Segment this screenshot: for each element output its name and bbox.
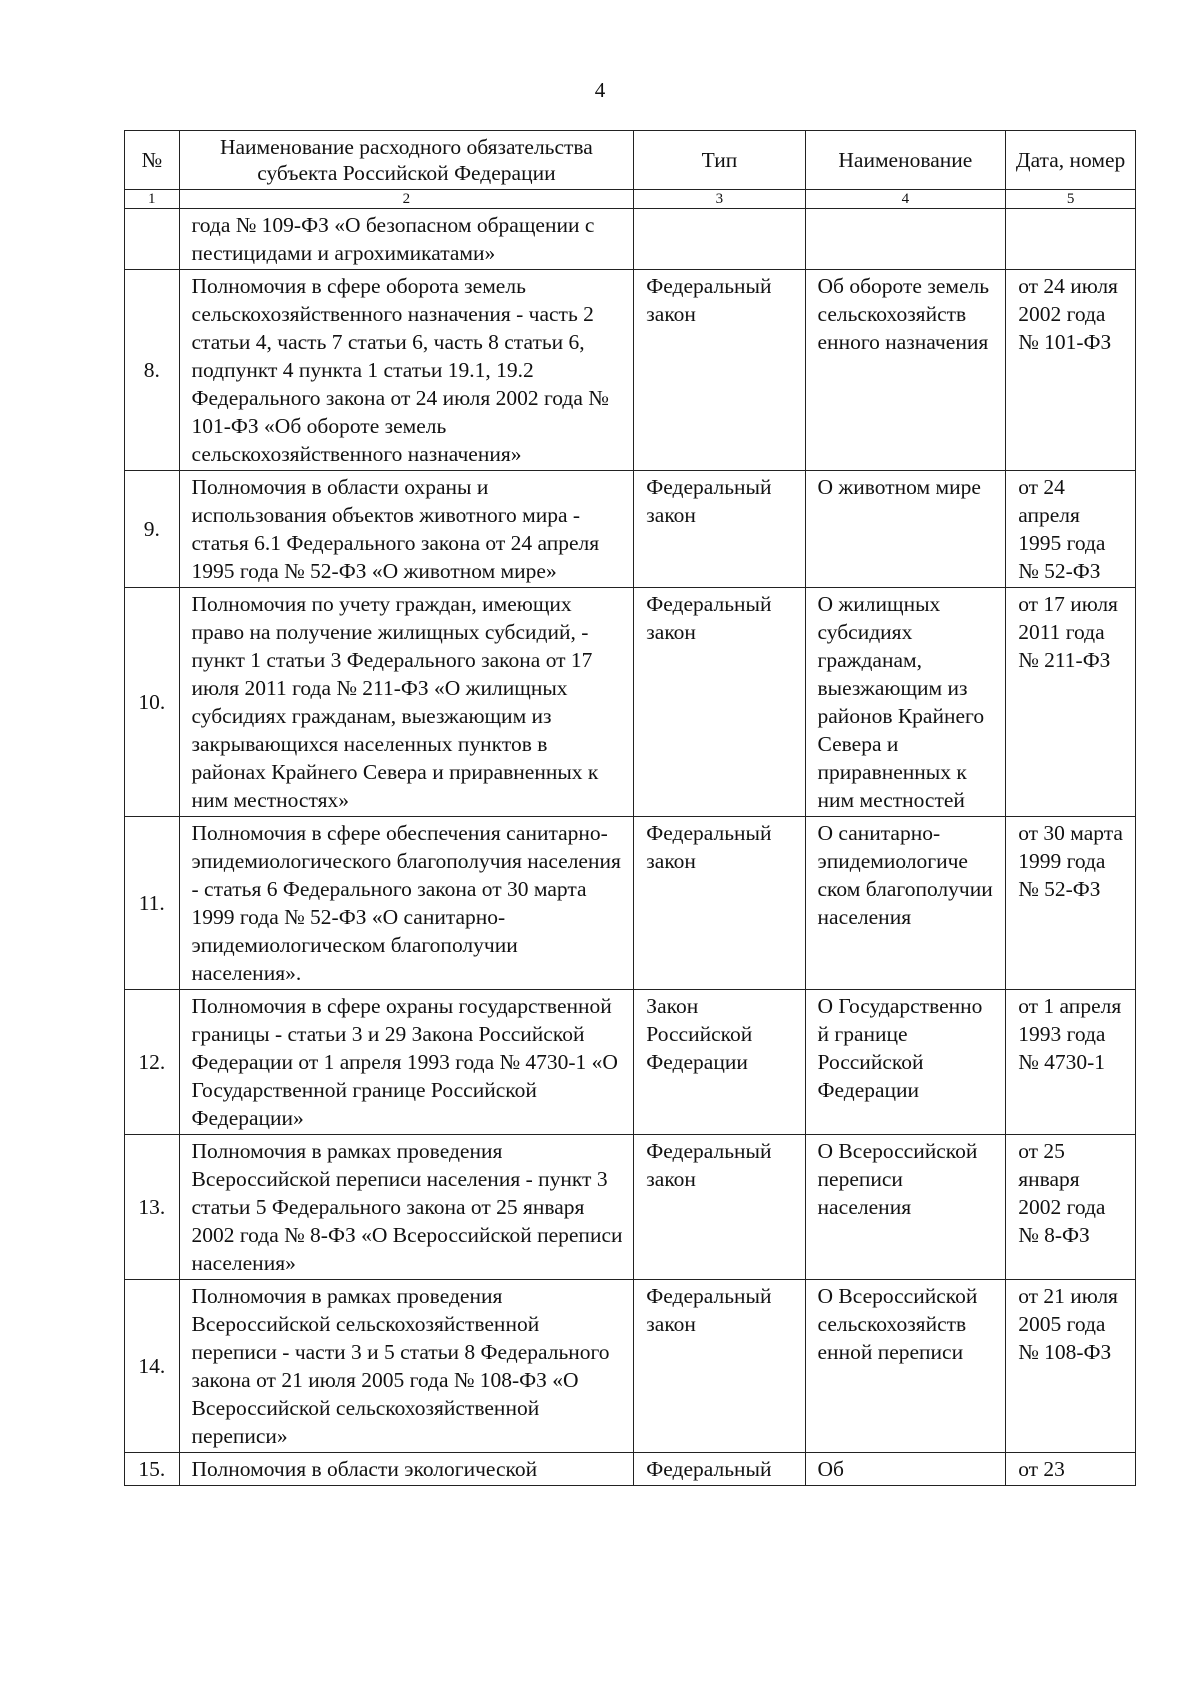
date-cell: от 17 июля 2011 года № 211-ФЗ bbox=[1006, 588, 1136, 817]
type-cell: Федеральный закон bbox=[634, 817, 805, 990]
name-cell bbox=[805, 209, 1006, 270]
type-cell: Федеральный закон bbox=[634, 1135, 805, 1280]
type-cell: Федеральный bbox=[634, 1453, 805, 1486]
name-cell: Об обороте земель сельскохозяйств енного назначения bbox=[805, 270, 1006, 471]
name-cell: Об bbox=[805, 1453, 1006, 1486]
row-number: 12. bbox=[125, 990, 180, 1135]
column-number: 3 bbox=[634, 190, 805, 209]
row-number: 13. bbox=[125, 1135, 180, 1280]
obligation-cell: Полномочия в области охраны и использования объектов животного мира - статья 6.1 Федерального закона от 24 апреля 1995 года № 52-ФЗ «О животном мире» bbox=[179, 471, 634, 588]
table-row bbox=[125, 588, 1136, 817]
obligation-cell: года № 109-ФЗ «О безопасном обращении с пестицидами и агрохимикатами» bbox=[179, 209, 634, 270]
row-number: 11. bbox=[125, 817, 180, 990]
table-row bbox=[125, 471, 1136, 588]
type-cell: Федеральный закон bbox=[634, 588, 805, 817]
table-row bbox=[125, 270, 1136, 471]
row-number: 8. bbox=[125, 270, 180, 471]
obligation-cell: Полномочия в области экологической bbox=[179, 1453, 634, 1486]
type-cell: Закон Российской Федерации bbox=[634, 990, 805, 1135]
header-obligation: Наименование расходного обязательства субъекта Российской Федерации bbox=[179, 131, 634, 190]
table-row bbox=[125, 990, 1136, 1135]
obligation-cell: Полномочия в рамках проведения Всероссийской сельскохозяйственной переписи - части 3 и 5 статьи 8 Федерального закона от 21 июля 2005 года № 108-ФЗ «О Всероссийской сельскохозяйственной переписи» bbox=[179, 1280, 634, 1453]
table-row bbox=[125, 1135, 1136, 1280]
column-number: 1 bbox=[125, 190, 180, 209]
name-cell: О Всероссийской сельскохозяйств енной переписи bbox=[805, 1280, 1006, 1453]
obligations-table bbox=[124, 130, 1136, 1486]
table-row bbox=[125, 1453, 1136, 1486]
page-number: 4 bbox=[594, 78, 606, 102]
date-cell bbox=[1006, 209, 1136, 270]
table-row bbox=[125, 1280, 1136, 1453]
table-row bbox=[125, 209, 1136, 270]
obligation-cell: Полномочия в сфере оборота земель сельскохозяйственного назначения - часть 2 статьи 4, часть 7 статьи 6, часть 8 статьи 6, подпункт 4 пункта 1 статьи 19.1, 19.2 Федерального закона от 24 июля 2002 года № 101-ФЗ «Об обороте земель сельскохозяйственного назначения» bbox=[179, 270, 634, 471]
date-cell: от 23 bbox=[1006, 1453, 1136, 1486]
date-cell: от 1 апреля 1993 года № 4730-1 bbox=[1006, 990, 1136, 1135]
type-cell: Федеральный закон bbox=[634, 471, 805, 588]
table-header bbox=[125, 131, 1136, 209]
obligation-cell: Полномочия в рамках проведения Всероссийской переписи населения - пункт 3 статьи 5 Федерального закона от 25 января 2002 года № 8-ФЗ «О Всероссийской переписи населения» bbox=[179, 1135, 634, 1280]
name-cell: О жилищных субсидиях гражданам, выезжающим из районов Крайнего Севера и приравненных к ним местностей bbox=[805, 588, 1006, 817]
obligation-cell: Полномочия в сфере обеспечения санитарно-эпидемиологического благополучия населения - статья 6 Федерального закона от 30 марта 1999 года № 52-ФЗ «О санитарно-эпидемиологическом благополучии населения». bbox=[179, 817, 634, 990]
name-cell: О Государственно й границе Российской Федерации bbox=[805, 990, 1006, 1135]
type-cell: Федеральный закон bbox=[634, 1280, 805, 1453]
column-number: 2 bbox=[179, 190, 634, 209]
row-number: 15. bbox=[125, 1453, 180, 1486]
header-type: Тип bbox=[634, 131, 805, 190]
row-number bbox=[125, 209, 180, 270]
type-cell: Федеральный закон bbox=[634, 270, 805, 471]
date-cell: от 25 января 2002 года № 8-ФЗ bbox=[1006, 1135, 1136, 1280]
obligation-cell: Полномочия в сфере охраны государственной границы - статьи 3 и 29 Закона Российской Федерации от 1 апреля 1993 года № 4730-1 «О Государственной границе Российской Федерации» bbox=[179, 990, 634, 1135]
row-number: 9. bbox=[125, 471, 180, 588]
column-number: 5 bbox=[1006, 190, 1136, 209]
name-cell: О санитарно-эпидемиологиче ском благополучии населения bbox=[805, 817, 1006, 990]
row-number: 14. bbox=[125, 1280, 180, 1453]
row-number: 10. bbox=[125, 588, 180, 817]
table-row bbox=[125, 817, 1136, 990]
date-cell: от 30 марта 1999 года № 52-ФЗ bbox=[1006, 817, 1136, 990]
type-cell bbox=[634, 209, 805, 270]
name-cell: О животном мире bbox=[805, 471, 1006, 588]
column-number: 4 bbox=[805, 190, 1006, 209]
obligation-cell: Полномочия по учету граждан, имеющих право на получение жилищных субсидий, - пункт 1 статьи 3 Федерального закона от 17 июля 2011 года № 211-ФЗ «О жилищных субсидиях гражданам, выезжающим из закрывающихся населенных пунктов в районах Крайнего Севера и приравненных к ним местностях» bbox=[179, 588, 634, 817]
name-cell: О Всероссийской переписи населения bbox=[805, 1135, 1006, 1280]
header-number: № bbox=[125, 131, 180, 190]
date-cell: от 24 апреля 1995 года № 52-ФЗ bbox=[1006, 471, 1136, 588]
header-name: Наименование bbox=[805, 131, 1006, 190]
header-date: Дата, номер bbox=[1006, 131, 1136, 190]
date-cell: от 21 июля 2005 года № 108-ФЗ bbox=[1006, 1280, 1136, 1453]
date-cell: от 24 июля 2002 года № 101-ФЗ bbox=[1006, 270, 1136, 471]
